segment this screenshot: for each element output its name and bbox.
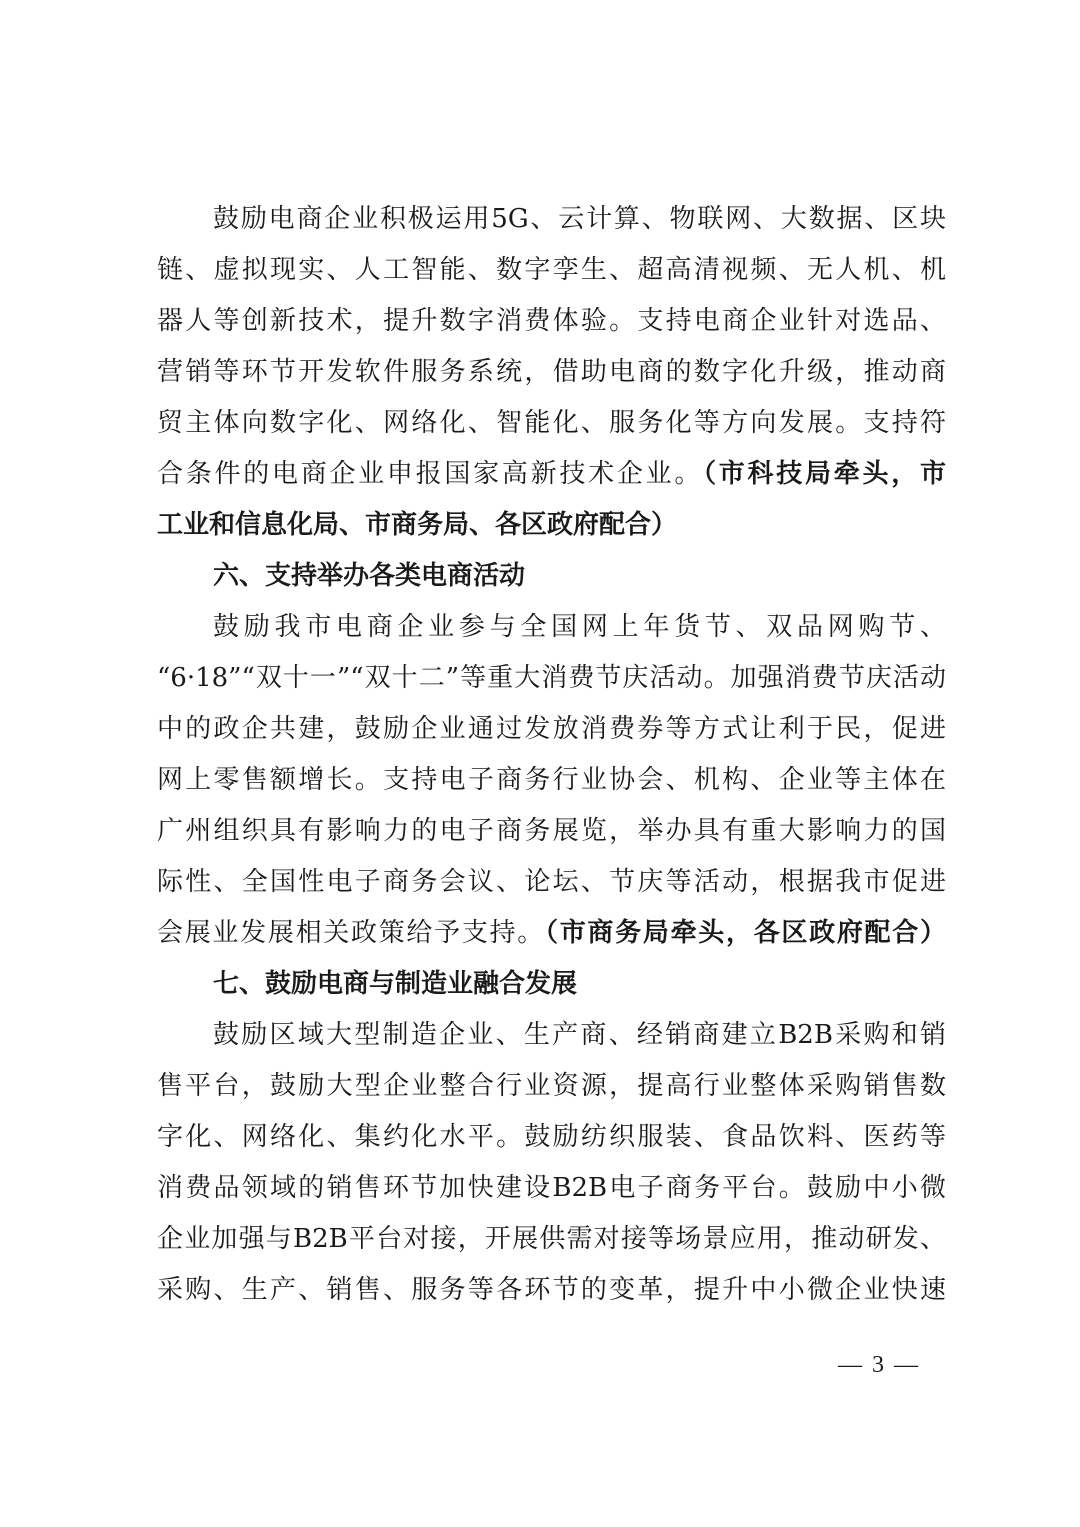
document-body xyxy=(157,194,946,1316)
line-text: 鼓励区域大型制造企业、生产商、经销商建立B2B采购和销 xyxy=(213,1020,946,1050)
paragraph-line xyxy=(157,1112,946,1163)
heading-text: 七、鼓励电商与制造业融合发展 xyxy=(213,969,578,999)
line-text: 企业加强与B2B平台对接，开展供需对接等场景应用，推动研发、 xyxy=(157,1224,946,1254)
line-text: 广州组织具有影响力的电子商务展览，举办具有重大影响力的国 xyxy=(157,816,946,846)
heading-text: 六、支持举办各类电商活动 xyxy=(213,561,526,591)
line-text: 采购、生产、销售、服务等各环节的变革，提升中小微企业快速 xyxy=(157,1275,946,1305)
page-number: — 3 — xyxy=(838,1352,920,1378)
line-text: 中的政企共建，鼓励企业通过发放消费券等方式让利于民，促进 xyxy=(157,714,946,744)
line-text: 字化、网络化、集约化水平。鼓励纺织服装、食品饮料、医药等 xyxy=(157,1122,946,1152)
paragraph-line xyxy=(157,857,946,908)
line-text: 鼓励电商企业积极运用5G、云计算、物联网、大数据、区块 xyxy=(213,204,946,234)
line-text: 会展业发展相关政策给予支持。 xyxy=(157,918,545,948)
line-text: 链、虚拟现实、人工智能、数字孪生、超高清视频、无人机、机 xyxy=(157,255,946,285)
paragraph-line xyxy=(157,449,946,500)
line-text: 消费品领域的销售环节加快建设B2B电子商务平台。鼓励中小微 xyxy=(157,1173,946,1203)
line-text: 售平台，鼓励大型企业整合行业资源，提高行业整体采购销售数 xyxy=(157,1071,946,1101)
paragraph-line xyxy=(157,1214,946,1265)
paragraph-line xyxy=(157,347,946,398)
paragraph-line xyxy=(157,908,946,959)
paragraph-line xyxy=(157,704,946,755)
lead-agency-note: （市科技局牵头，市 xyxy=(703,459,946,489)
line-text: 网上零售额增长。支持电子商务行业协会、机构、企业等主体在 xyxy=(157,765,946,795)
paragraph-line xyxy=(157,245,946,296)
line-text: 合条件的电商企业申报国家高新技术企业。 xyxy=(157,459,704,489)
paragraph-line xyxy=(157,194,946,245)
line-text: 营销等环节开发软件服务系统，借助电商的数字化升级，推动商 xyxy=(157,357,946,387)
paragraph-line xyxy=(157,296,946,347)
line-text: “6·18”“双十一”“双十二”等重大消费节庆活动。加强消费节庆活动 xyxy=(157,663,946,693)
section-heading-6 xyxy=(157,551,946,602)
line-text: 器人等创新技术，提升数字消费体验。支持电商企业针对选品、 xyxy=(157,306,946,336)
paragraph-line xyxy=(157,806,946,857)
line-text: 际性、全国性电子商务会议、论坛、节庆等活动，根据我市促进 xyxy=(157,867,946,897)
line-text: 鼓励我市电商企业参与全国网上年货节、双品网购节、 xyxy=(213,612,946,642)
paragraph-line xyxy=(157,500,946,551)
paragraph-line xyxy=(157,398,946,449)
paragraph-line xyxy=(157,1061,946,1112)
paragraph-line xyxy=(157,602,946,653)
paragraph-line xyxy=(157,755,946,806)
paragraph-line xyxy=(157,1163,946,1214)
lead-agency-note: （市商务局牵头，各区政府配合） xyxy=(545,918,946,948)
paragraph-line xyxy=(157,1010,946,1061)
paragraph-line xyxy=(157,653,946,704)
paragraph-line xyxy=(157,1265,946,1316)
lead-agency-note: 工业和信息化局、市商务局、各区政府配合） xyxy=(157,510,678,540)
line-text: 贸主体向数字化、网络化、智能化、服务化等方向发展。支持符 xyxy=(157,408,946,438)
section-heading-7 xyxy=(157,959,946,1010)
